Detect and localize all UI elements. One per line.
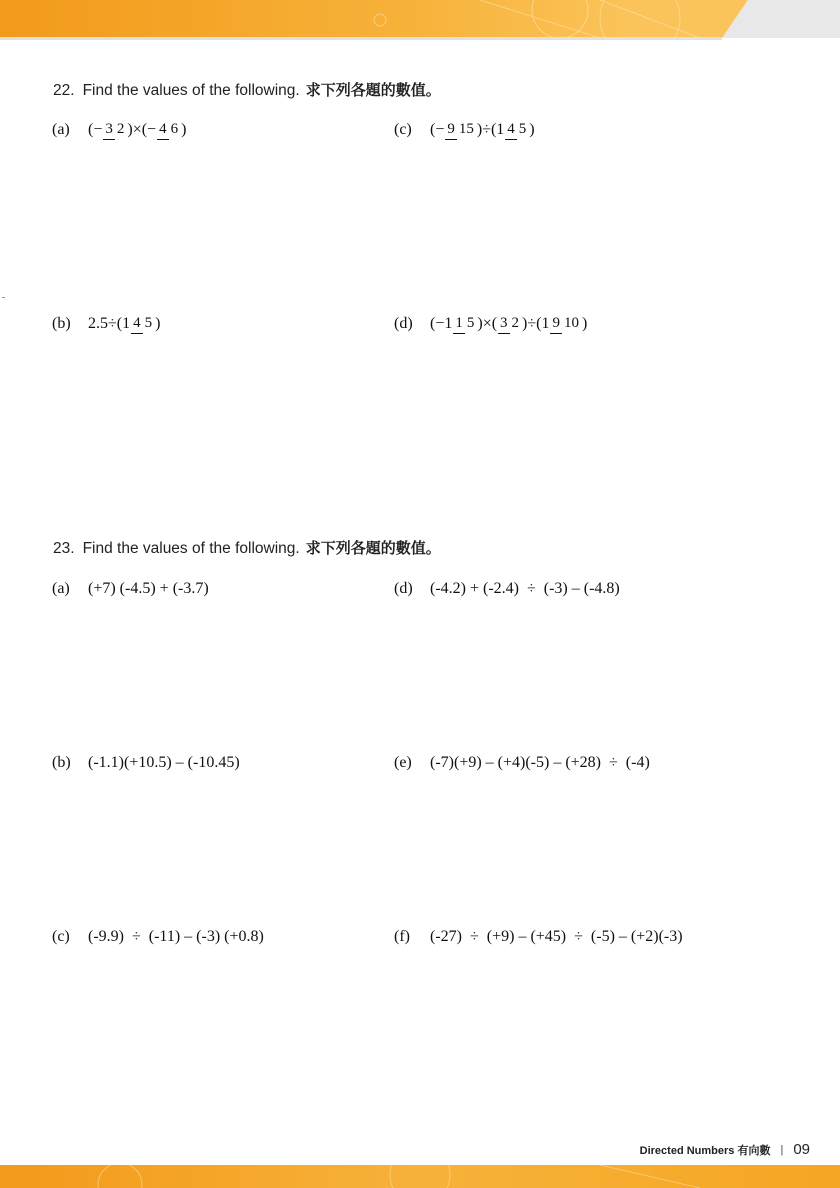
- fraction: 9 15: [445, 120, 476, 140]
- math-expression: (-27) ÷ (+9) – (+45) ÷ (-5) – (+2)(-3): [430, 928, 683, 945]
- q23-item-e: [394, 754, 650, 772]
- fraction: 4 5: [505, 120, 528, 140]
- math-expression: 2.5÷(1 4 5 ): [88, 315, 161, 332]
- bottom-banner: [0, 1165, 840, 1188]
- fraction: 3 2: [103, 120, 126, 140]
- question-text-en: Find the values of the following.: [82, 540, 300, 557]
- question-text-en: Find the values of the following.: [82, 82, 300, 99]
- top-banner: [0, 0, 840, 40]
- footer-title: Directed Numbers 有向數: [639, 1144, 771, 1157]
- fraction: 4 5: [131, 314, 154, 334]
- item-label: (c): [52, 928, 70, 945]
- math-expression: (-7)(+9) – (+4)(-5) – (+28) ÷ (-4): [430, 754, 650, 771]
- math-expression: (− 9 15 )÷(1 4 5 ): [430, 121, 535, 138]
- question-23-title: [53, 537, 441, 558]
- math-expression: (-4.2) + (-2.4) ÷ (-3) – (-4.8): [430, 580, 620, 597]
- question-number: 22.: [53, 82, 75, 99]
- math-expression: (− 3 2 )×(− 4 6 ): [88, 121, 187, 138]
- math-expression: (−1 1 5 )×( 3 2 )÷(1 9 10 ): [430, 315, 588, 332]
- q23-item-b: [52, 754, 240, 772]
- page-footer: [640, 1141, 810, 1158]
- item-label: (e): [394, 754, 412, 771]
- math-expression: (+7) (-4.5) + (-3.7): [88, 580, 209, 597]
- q22-item-a: [52, 120, 186, 140]
- page-number: 09: [793, 1141, 810, 1158]
- fraction: 1 5: [453, 314, 476, 334]
- q22-item-d: [394, 314, 587, 334]
- math-expression: (-1.1)(+10.5) – (-10.45): [88, 754, 240, 771]
- item-label: (a): [52, 121, 70, 138]
- footer-separator: |: [780, 1143, 784, 1156]
- question-number: 23.: [53, 540, 75, 557]
- fraction: 4 6: [157, 120, 180, 140]
- q23-item-c: [52, 928, 264, 946]
- q23-item-f: [394, 928, 683, 946]
- question-text-cn: 求下列各題的數值。: [305, 81, 441, 99]
- q23-item-d: [394, 580, 620, 598]
- q23-item-a: [52, 580, 209, 598]
- item-label: (a): [52, 580, 70, 597]
- fraction: 3 2: [498, 314, 521, 334]
- item-label: (d): [394, 315, 413, 332]
- item-label: (b): [52, 315, 71, 332]
- item-label: (d): [394, 580, 413, 597]
- item-label: (c): [394, 121, 412, 138]
- fraction: 9 10: [550, 314, 581, 334]
- item-label: (f): [394, 928, 410, 945]
- q22-item-c: [394, 120, 535, 140]
- margin-mark: [2, 297, 5, 298]
- item-label: (b): [52, 754, 71, 771]
- q22-item-b: [52, 314, 160, 334]
- math-expression: (-9.9) ÷ (-11) – (-3) (+0.8): [88, 928, 264, 945]
- question-22-title: [53, 79, 441, 100]
- question-text-cn: 求下列各題的數值。: [305, 539, 441, 557]
